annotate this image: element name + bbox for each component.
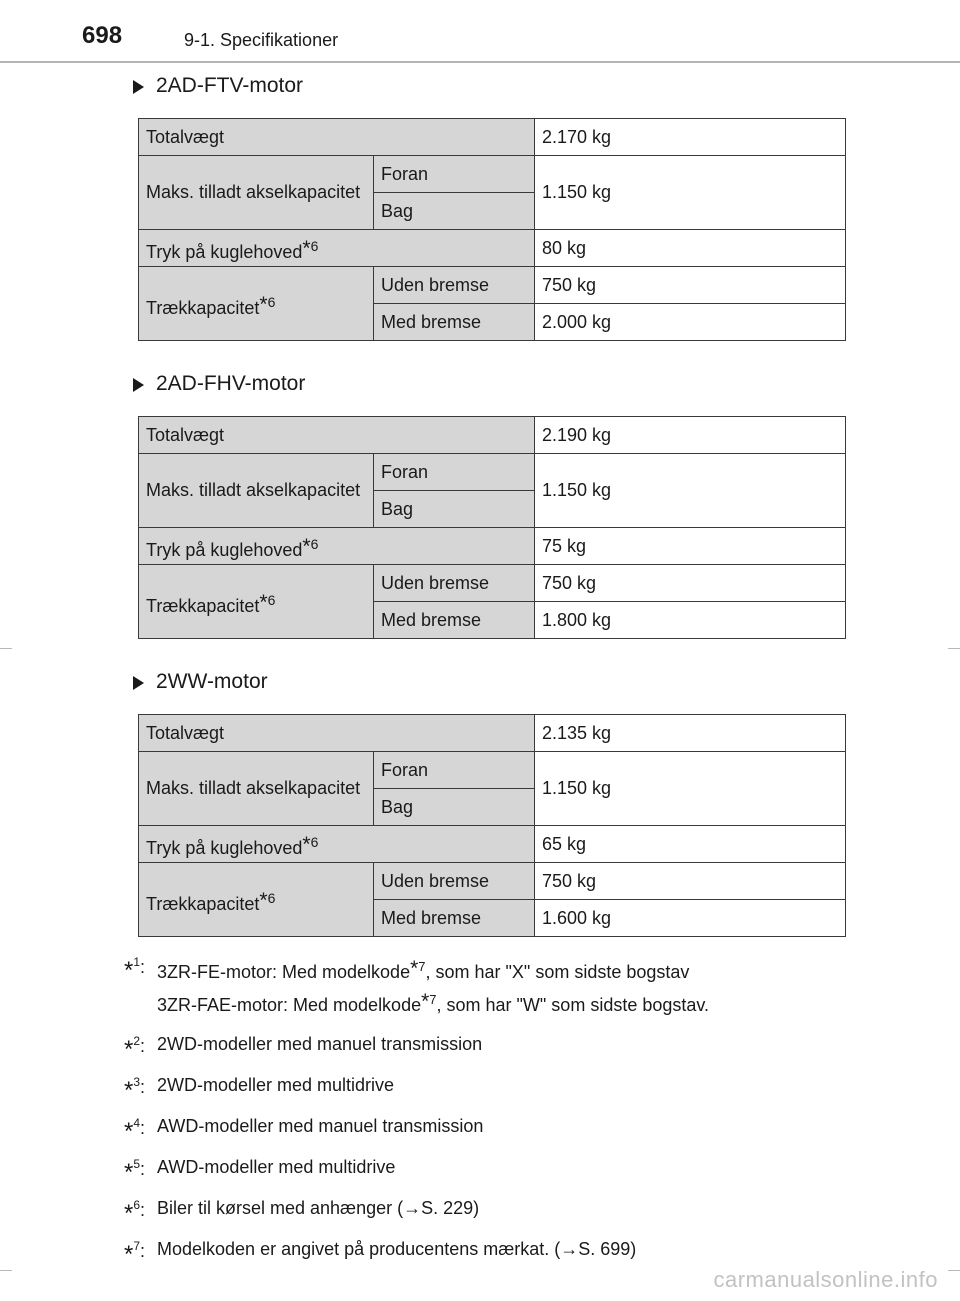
footnote-marker: *$^5$:	[124, 1157, 146, 1186]
footnote-text: 2WD-modeller med multidrive	[157, 1075, 395, 1095]
unbraked-value: 750 kg	[535, 565, 846, 602]
section-heading	[133, 670, 268, 694]
braked-label: Med bremse	[374, 602, 535, 639]
footnote	[124, 1195, 884, 1227]
footnote-marker: *$^3$:	[124, 1075, 146, 1104]
axle-capacity-value: 1.150 kg	[535, 454, 846, 528]
unbraked-label: Uden bremse	[374, 565, 535, 602]
total-weight-label: Totalvægt	[139, 119, 535, 156]
crop-mark	[948, 1270, 960, 1271]
chapter-title: 9-1. Specifikationer	[184, 30, 339, 50]
footnote-marker: *$^2$:	[124, 1034, 146, 1063]
footnote-marker: *$^1$:	[124, 955, 146, 984]
header-rule	[0, 61, 960, 63]
axle-capacity-label: Maks. tilladt akselkapacitet	[139, 454, 374, 528]
total-weight-value: 2.170 kg	[535, 119, 846, 156]
ball-pressure-value: 80 kg	[535, 230, 846, 267]
arrow-icon: →	[560, 1239, 579, 1259]
braked-value: 1.800 kg	[535, 602, 846, 639]
ball-pressure-label: Tryk på kuglehoved$^{*6}$	[139, 230, 535, 267]
footnote	[124, 1154, 884, 1186]
unbraked-value: 750 kg	[535, 863, 846, 900]
triangle-bullet-icon	[133, 676, 144, 690]
footnote-marker: *$^6$:	[124, 1198, 146, 1227]
footnotes	[124, 952, 884, 1277]
footnote-text: AWD-modeller med manuel transmission	[157, 1116, 484, 1136]
ball-pressure-label: Tryk på kuglehoved$^{*6}$	[139, 826, 535, 863]
axle-capacity-label: Maks. tilladt akselkapacitet	[139, 156, 374, 230]
crop-mark	[948, 648, 960, 649]
footnote-ref: 6	[310, 536, 319, 553]
front-axle-label: Foran	[374, 752, 535, 789]
towing-capacity-label: Trækkapacitet$^{*6}$	[139, 863, 374, 937]
page-number: 698	[82, 22, 123, 49]
total-weight-label: Totalvægt	[139, 715, 535, 752]
footnote-ref: 6	[267, 591, 276, 608]
axle-capacity-label: Maks. tilladt akselkapacitet	[139, 752, 374, 826]
rear-axle-label: Bag	[374, 491, 535, 528]
axle-capacity-value: 1.150 kg	[535, 752, 846, 826]
towing-capacity-label: Trækkapacitet$^{*6}$	[139, 565, 374, 639]
footnote-text: Biler til kørsel med anhænger (→S. 229)	[157, 1198, 480, 1218]
ball-pressure-value: 65 kg	[535, 826, 846, 863]
total-weight-label: Totalvægt	[139, 417, 535, 454]
footnote-ref: 6	[267, 293, 276, 310]
footnote-text: 2WD-modeller med manuel transmission	[157, 1034, 483, 1054]
section-title: 2AD-FTV-motor	[156, 74, 304, 97]
braked-label: Med bremse	[374, 304, 535, 341]
braked-value: 2.000 kg	[535, 304, 846, 341]
braked-value: 1.600 kg	[535, 900, 846, 937]
footnote-text: 3ZR-FAE-motor: Med modelkode$^{*7}$, som har "W" som sidste bogstav.	[157, 990, 710, 1015]
footnote-ref: 6	[310, 238, 319, 255]
footnote-text: 3ZR-FE-motor: Med modelkode$^{*7}$, som har "X" som sidste bogstav	[157, 957, 690, 982]
footnote	[124, 1031, 884, 1063]
triangle-bullet-icon	[133, 80, 144, 94]
watermark: carmanualsonline.info	[713, 1267, 938, 1292]
footnote-marker: *$^7$:	[124, 1239, 146, 1268]
section-heading	[133, 372, 305, 396]
section-title: 2WW-motor	[156, 670, 268, 693]
unbraked-label: Uden bremse	[374, 267, 535, 304]
rear-axle-label: Bag	[374, 193, 535, 230]
total-weight-value: 2.135 kg	[535, 715, 846, 752]
footnote-marker: *$^4$:	[124, 1116, 146, 1145]
braked-label: Med bremse	[374, 900, 535, 937]
footnote-text: AWD-modeller med multidrive	[157, 1157, 396, 1177]
section-heading	[133, 74, 303, 98]
footnote	[124, 1113, 884, 1145]
towing-capacity-label: Trækkapacitet$^{*6}$	[139, 267, 374, 341]
total-weight-value: 2.190 kg	[535, 417, 846, 454]
section-title: 2AD-FHV-motor	[156, 372, 306, 395]
footnote	[124, 1236, 884, 1268]
page-reference-link[interactable]: S. 699)	[578, 1239, 637, 1259]
front-axle-label: Foran	[374, 156, 535, 193]
front-axle-label: Foran	[374, 454, 535, 491]
spec-table	[138, 416, 846, 639]
spec-table	[138, 118, 846, 341]
footnote-ref: 6	[310, 834, 319, 851]
footnote-ref: 6	[267, 889, 276, 906]
rear-axle-label: Bag	[374, 789, 535, 826]
unbraked-label: Uden bremse	[374, 863, 535, 900]
arrow-icon: →	[403, 1198, 422, 1218]
ball-pressure-value: 75 kg	[535, 528, 846, 565]
footnote	[124, 1072, 884, 1104]
spec-table	[138, 714, 846, 937]
crop-mark	[0, 1270, 12, 1271]
triangle-bullet-icon	[133, 378, 144, 392]
ball-pressure-label: Tryk på kuglehoved$^{*6}$	[139, 528, 535, 565]
crop-mark	[0, 648, 12, 649]
footnote	[124, 952, 884, 1018]
axle-capacity-value: 1.150 kg	[535, 156, 846, 230]
page-reference-link[interactable]: S. 229)	[421, 1198, 480, 1218]
footnote-text: Modelkoden er angivet på producentens mærkat. (→S. 699)	[157, 1239, 637, 1259]
unbraked-value: 750 kg	[535, 267, 846, 304]
